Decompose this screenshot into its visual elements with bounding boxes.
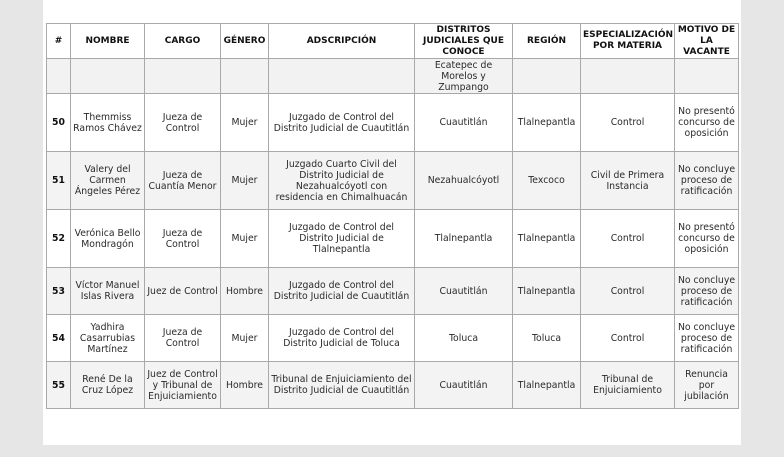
cell-empty [675,59,739,94]
cell-motivo: No concluye proceso de ratificación [675,315,739,362]
cell-nombre: Themmiss Ramos Chávez [71,94,145,152]
cell-motivo: Renuncia por jubilación [675,362,739,409]
cell-empty [581,59,675,94]
cell-genero: Mujer [221,315,269,362]
cell-motivo: No presentó concurso de oposición [675,210,739,268]
document-page [43,0,741,445]
cell-distritos: Tlalnepantla [415,210,513,268]
table-row [47,210,739,268]
cell-adscripcion: Juzgado de Control del Distrito Judicial de Cuautitlán [269,94,415,152]
cell-adscripcion: Tribunal de Enjuiciamiento del Distrito Judicial de Cuautitlán [269,362,415,409]
cell-nombre: Yadhira Casarrubias Martínez [71,315,145,362]
cell-distritos: Ecatepec de Morelos y Zumpango [415,59,513,94]
cell-especializacion: Tribunal de Enjuiciamiento [581,362,675,409]
cell-nombre: Víctor Manuel Islas Rivera [71,268,145,315]
cell-adscripcion: Juzgado de Control del Distrito Judicial de Toluca [269,315,415,362]
header-nombre: NOMBRE [71,24,145,59]
cell-genero: Mujer [221,152,269,210]
cell-distritos: Cuautitlán [415,362,513,409]
header-number: # [47,24,71,59]
table-row [47,94,739,152]
cell-distritos: Cuautitlán [415,94,513,152]
cell-number: 52 [47,210,71,268]
cell-region: Toluca [513,315,581,362]
header-distritos: DISTRITOS JUDICIALES QUE CONOCE [415,24,513,59]
header-genero: GÉNERO [221,24,269,59]
header-region: REGIÓN [513,24,581,59]
cell-number: 54 [47,315,71,362]
cell-region: Tlalnepantla [513,362,581,409]
header-adscripcion: ADSCRIPCIÓN [269,24,415,59]
cell-empty [513,59,581,94]
table-row [47,362,739,409]
cell-region: Tlalnepantla [513,210,581,268]
cell-empty [269,59,415,94]
cell-cargo: Jueza de Control [145,94,221,152]
cell-region: Texcoco [513,152,581,210]
cell-especializacion: Control [581,315,675,362]
cell-adscripcion: Juzgado de Control del Distrito Judicial de Tlalnepantla [269,210,415,268]
cell-distritos: Cuautitlán [415,268,513,315]
cell-nombre: Valery del Carmen Ángeles Pérez [71,152,145,210]
cell-number: 50 [47,94,71,152]
cell-cargo: Jueza de Control [145,315,221,362]
header-especializacion: ESPECIALIZACIÓN POR MATERIA [581,24,675,59]
cell-especializacion: Control [581,210,675,268]
continued-row [47,59,739,94]
header-motivo: MOTIVO DE LA VACANTE [675,24,739,59]
cell-cargo: Jueza de Control [145,210,221,268]
cell-number: 51 [47,152,71,210]
cell-genero: Mujer [221,94,269,152]
cell-especializacion: Control [581,268,675,315]
cell-distritos: Nezahualcóyotl [415,152,513,210]
table-row [47,268,739,315]
header-cargo: CARGO [145,24,221,59]
cell-genero: Hombre [221,268,269,315]
table-row [47,315,739,362]
table-header-row [47,24,739,59]
cell-especializacion: Control [581,94,675,152]
cell-empty [221,59,269,94]
cell-especializacion: Civil de Primera Instancia [581,152,675,210]
cell-genero: Hombre [221,362,269,409]
cell-nombre: Verónica Bello Mondragón [71,210,145,268]
cell-genero: Mujer [221,210,269,268]
cell-region: Tlalnepantla [513,94,581,152]
cell-adscripcion: Juzgado de Control del Distrito Judicial de Cuautitlán [269,268,415,315]
cell-cargo: Jueza de Cuantía Menor [145,152,221,210]
cell-motivo: No concluye proceso de ratificación [675,152,739,210]
cell-motivo: No concluye proceso de ratificación [675,268,739,315]
cell-nombre: René De la Cruz López [71,362,145,409]
cell-number: 53 [47,268,71,315]
cell-adscripcion: Juzgado Cuarto Civil del Distrito Judicial de Nezahualcóyotl con residencia en Chimalhuacán [269,152,415,210]
cell-region: Tlalnepantla [513,268,581,315]
cell-empty [145,59,221,94]
cell-motivo: No presentó concurso de oposición [675,94,739,152]
cell-empty [71,59,145,94]
vacancies-table [46,23,739,409]
cell-cargo: Juez de Control [145,268,221,315]
cell-number: 55 [47,362,71,409]
cell-cargo: Juez de Control y Tribunal de Enjuiciamiento [145,362,221,409]
cell-distritos: Toluca [415,315,513,362]
table-row [47,152,739,210]
cell-empty [47,59,71,94]
